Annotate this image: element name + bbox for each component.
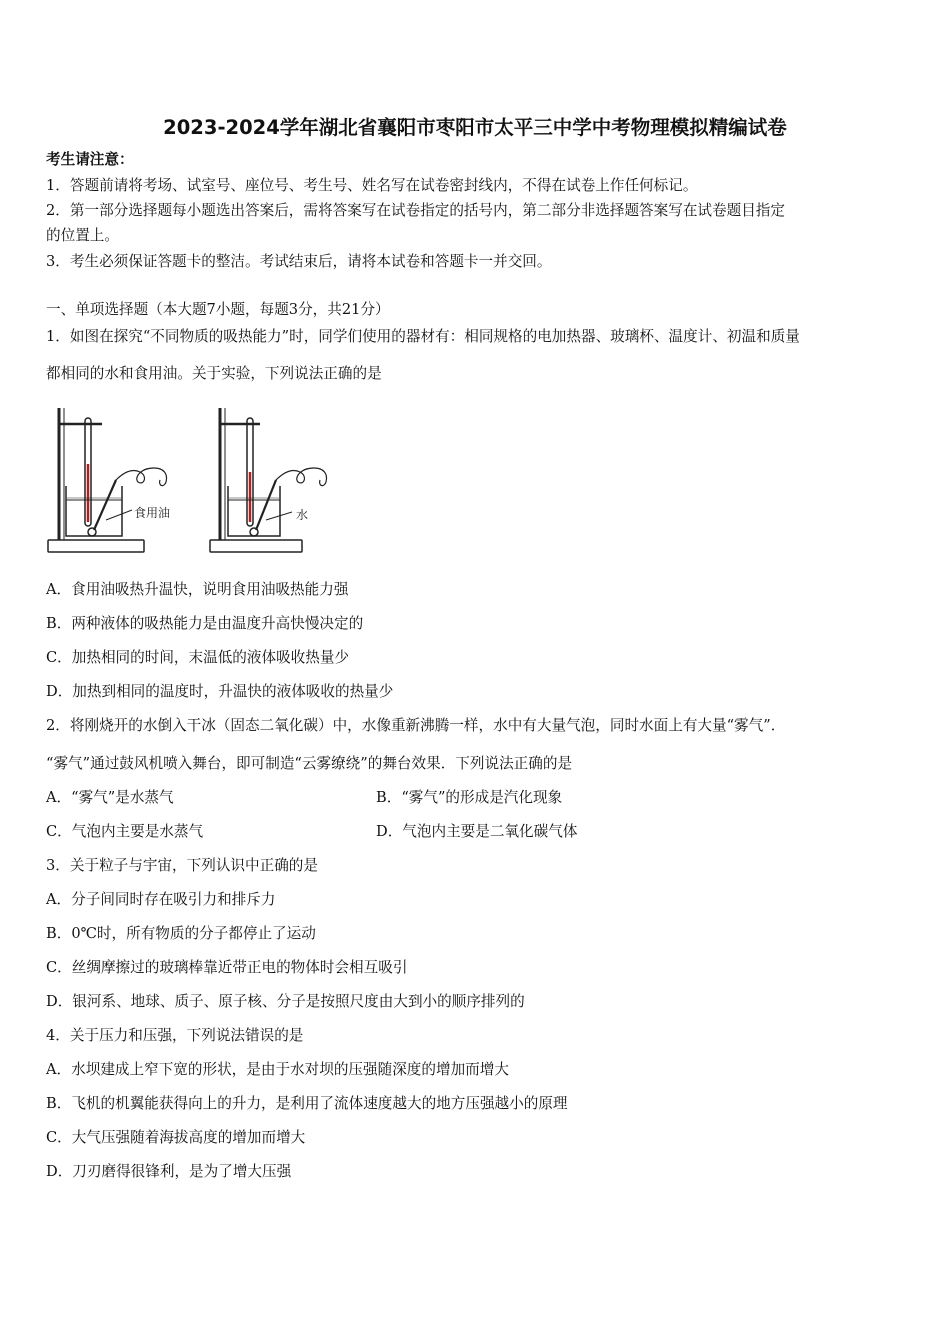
notice-item-2-cont: 的位置上。 — [46, 227, 119, 244]
q4-stem: 4．关于压力和压强，下列说法错误的是 — [46, 1027, 304, 1044]
left-label-pointer — [106, 510, 132, 520]
q1-apparatus-figure — [44, 402, 344, 562]
q2-stem-line1: 2．将刚烧开的水倒入干冰（固态二氧化碳）中，水像重新沸腾一样，水中有大量气泡，同时水面上有大量“雾气”． — [46, 717, 786, 734]
q3-option-c: C．丝绸摩擦过的玻璃棒靠近带正电的物体时会相互吸引 — [46, 959, 408, 976]
right-apparatus — [210, 408, 327, 552]
left-heater-tip — [88, 528, 96, 536]
q2-stem-line2: “雾气”通过鼓风机喷入舞台，即可制造“云雾缭绕”的舞台效果．下列说法正确的是 — [46, 755, 573, 772]
q4-option-a: A．水坝建成上窄下宽的形状，是由于水对坝的压强随深度的增加而增大 — [46, 1061, 509, 1078]
q1-stem-line1: 1．如图在探究“不同物质的吸热能力”时，同学们使用的器材有：相同规格的电加热器、玻璃杯、温度计、初温和质量 — [46, 328, 800, 345]
right-heater-tip — [250, 528, 258, 536]
notice-item-1: 1．答题前请将考场、试室号、座位号、考生号、姓名写在试卷密封线内，不得在试卷上作任何标记。 — [46, 177, 698, 194]
right-liquid-label: 水 — [296, 508, 309, 522]
q4-option-b: B．飞机的机翼能获得向上的升力，是利用了流体速度越大的地方压强越小的原理 — [46, 1095, 568, 1112]
q1-option-a: A．食用油吸热升温快，说明食用油吸热能力强 — [46, 581, 349, 598]
q1-option-c: C．加热相同的时间，末温低的液体吸收热量少 — [46, 649, 350, 666]
q3-option-b: B．0℃时，所有物质的分子都停止了运动 — [46, 925, 316, 942]
right-heater-cord — [276, 468, 327, 486]
right-heater-rod — [256, 480, 276, 530]
q2-option-b: B．“雾气”的形成是汽化现象 — [376, 789, 563, 806]
q1-option-d: D．加热到相同的温度时，升温快的液体吸收的热量少 — [46, 683, 394, 700]
exam-title: 2023-2024学年湖北省襄阳市枣阳市太平三中学中考物理模拟精编试卷 — [163, 116, 787, 139]
q4-option-d: D．刀刃磨得很锋利，是为了增大压强 — [46, 1163, 292, 1180]
q2-option-d: D．气泡内主要是二氧化碳气体 — [376, 823, 578, 840]
notice-heading: 考生请注意： — [46, 151, 134, 168]
right-stand-base — [210, 540, 302, 552]
q1-stem-line2: 都相同的水和食用油。关于实验，下列说法正确的是 — [46, 365, 382, 382]
right-label-pointer — [266, 512, 292, 520]
left-stand-base — [48, 540, 144, 552]
q4-option-c: C．大气压强随着海拔高度的增加而增大 — [46, 1129, 306, 1146]
notice-item-3: 3．考生必须保证答题卡的整洁。考试结束后，请将本试卷和答题卡一并交回。 — [46, 253, 552, 270]
q2-option-c: C．气泡内主要是水蒸气 — [46, 823, 204, 840]
left-apparatus — [48, 408, 167, 552]
q3-option-a: A．分子间同时存在吸引力和排斥力 — [46, 891, 276, 908]
q1-option-b: B．两种液体的吸热能力是由温度升高快慢决定的 — [46, 615, 364, 632]
notice-item-2: 2．第一部分选择题每小题选出答案后，需将答案写在试卷指定的括号内，第二部分非选择题答案写在试卷题目指定 — [46, 202, 785, 219]
left-heater-rod — [94, 480, 116, 530]
left-heater-cord — [116, 468, 167, 486]
q3-option-d: D．银河系、地球、质子、原子核、分子是按照尺度由大到小的顺序排列的 — [46, 993, 525, 1010]
section-heading: 一、单项选择题（本大题7小题，每题3分，共21分） — [46, 301, 390, 318]
left-liquid-label: 食用油 — [134, 506, 171, 520]
q3-stem: 3．关于粒子与宇宙，下列认识中正确的是 — [46, 857, 318, 874]
q2-option-a: A．“雾气”是水蒸气 — [46, 789, 174, 806]
